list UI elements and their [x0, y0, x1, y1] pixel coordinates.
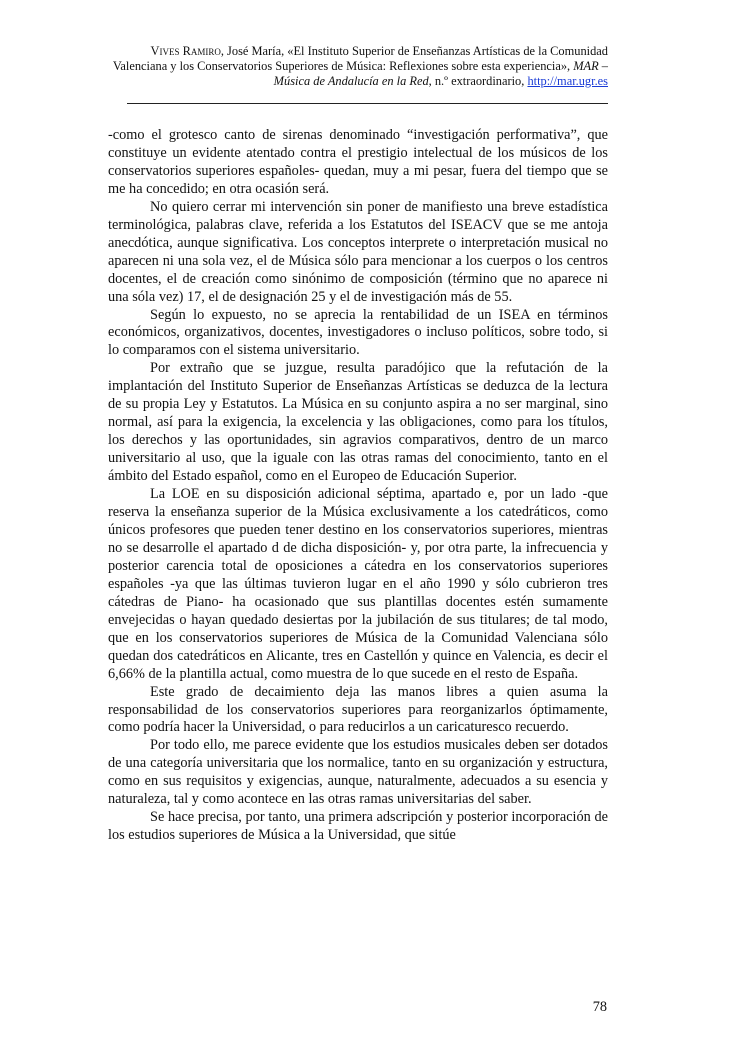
paragraph: Según lo expuesto, no se aprecia la rentabilidad de un ISEA en términos económicos, organizativos, docentes, investigadores o incluso políticos, sobre todo, si lo comparamos con el sistema universitario.: [108, 306, 608, 359]
paragraph: La LOE en su disposición adicional séptima, apartado e, por un lado -que reserva la enseñanza superior de la Música exclusivamente a los catedráticos, como únicos profesores que pueden tener destino en los conservatorios superiores, mientras no se desarrolle el apartado d de dicha disposición- y, por otra parte, la infrecuencia y posterior carencia total de oposiciones a cátedra en los conservatorios superiores españoles -ya que las últimas tuvieron lugar en el año 1990 y sólo cubrieron tres cátedras de Piano- ha ocasionado que sus plantillas docentes estén sumamente envejecidas o hayan quedado desiertas por la jubilación de sus titulares; de tal modo, que en los conservatorios superiores de Música de la Comunidad Valenciana sólo quedan dos catedráticos en Alicante, tres en Castellón y quince en Valencia, es decir el 6,66% de la plantilla actual, como muestra de lo que sucede en el resto de España.: [108, 486, 608, 682]
body-text: [108, 127, 608, 845]
paragraph: Por todo ello, me parece evidente que los estudios musicales deben ser dotados de una categoría universitaria que los normalice, tanto en su organización y estructura, como en sus requisitos y exigencias, aunque, naturalmente, adecuados a su esencia y naturaleza, tal y como acontece en las otras ramas universitarias del saber.: [108, 737, 608, 808]
header-rule: [127, 103, 608, 104]
header-citation: , José María, «El Instituto Superior de Enseñanzas Artísticas de la Comunidad Valenciana y los Conservatorios Superiores de Música: Reflexiones sobre esta experiencia»,: [112, 44, 608, 73]
paragraph: No quiero cerrar mi intervención sin poner de manifiesto una breve estadística terminológica, palabras clave, referida a los Estatutos del ISEACV que se me antoja anecdótica, aunque significativa. Los conceptos interprete o interpretación musical no aparecen ni una sola vez, el de Música sólo para mencionar a los cuerpos o los centros docentes, el de creación como sinónimo de composición (término que no aparece ni una sóla vez) 17, el de designación 25 y el de investigación más de 55.: [108, 198, 608, 305]
running-header: [108, 44, 608, 89]
paragraph: Este grado de decaimiento deja las manos libres a quien asuma la responsabilidad de los conservatorios superiores para reorganizarlos óptimamente, como podría hacer la Universidad, o para reducirlos a un caricaturesco recuerdo.: [108, 683, 608, 736]
page-number: 78: [592, 999, 607, 1015]
header-url-link[interactable]: http://mar.ugr.es: [527, 74, 608, 88]
paragraph: Por extraño que se juzgue, resulta paradójico que la refutación de la implantación del Instituto Superior de Enseñanzas Artísticas se deduzca de la lectura de su propia Ley y Estatutos. La Música en su conjunto aspira a no ser marginal, sino normal, así para la exigencia, la excelencia y las obligaciones, como para los títulos, los derechos y las oportunidades, sin agravios comparativos, dentro de un marco universitario al uso, que la iguale con las otras ramas del conocimiento, tanto en el ámbito del Estado español, como en el Europeo de Educación Superior.: [108, 360, 608, 485]
paragraph: Se hace precisa, por tanto, una primera adscripción y posterior incorporación de los estudios superiores de Música a la Universidad, que sitúe: [108, 809, 608, 844]
header-journal: MAR –Música de Andalucía en la Red: [273, 59, 608, 88]
header-issue: , n.º extraordinario,: [428, 74, 528, 88]
header-author-surname: Vives Ramiro: [150, 44, 221, 58]
paragraph: -como el grotesco canto de sirenas denominado “investigación performativa”, que constituye un evidente atentado contra el prestigio intelectual de los músicos de los conservatorios superiores españoles- quedan, muy a mi pesar, fuera del tiempo que se me ha concedido; en otra ocasión será.: [108, 127, 608, 197]
